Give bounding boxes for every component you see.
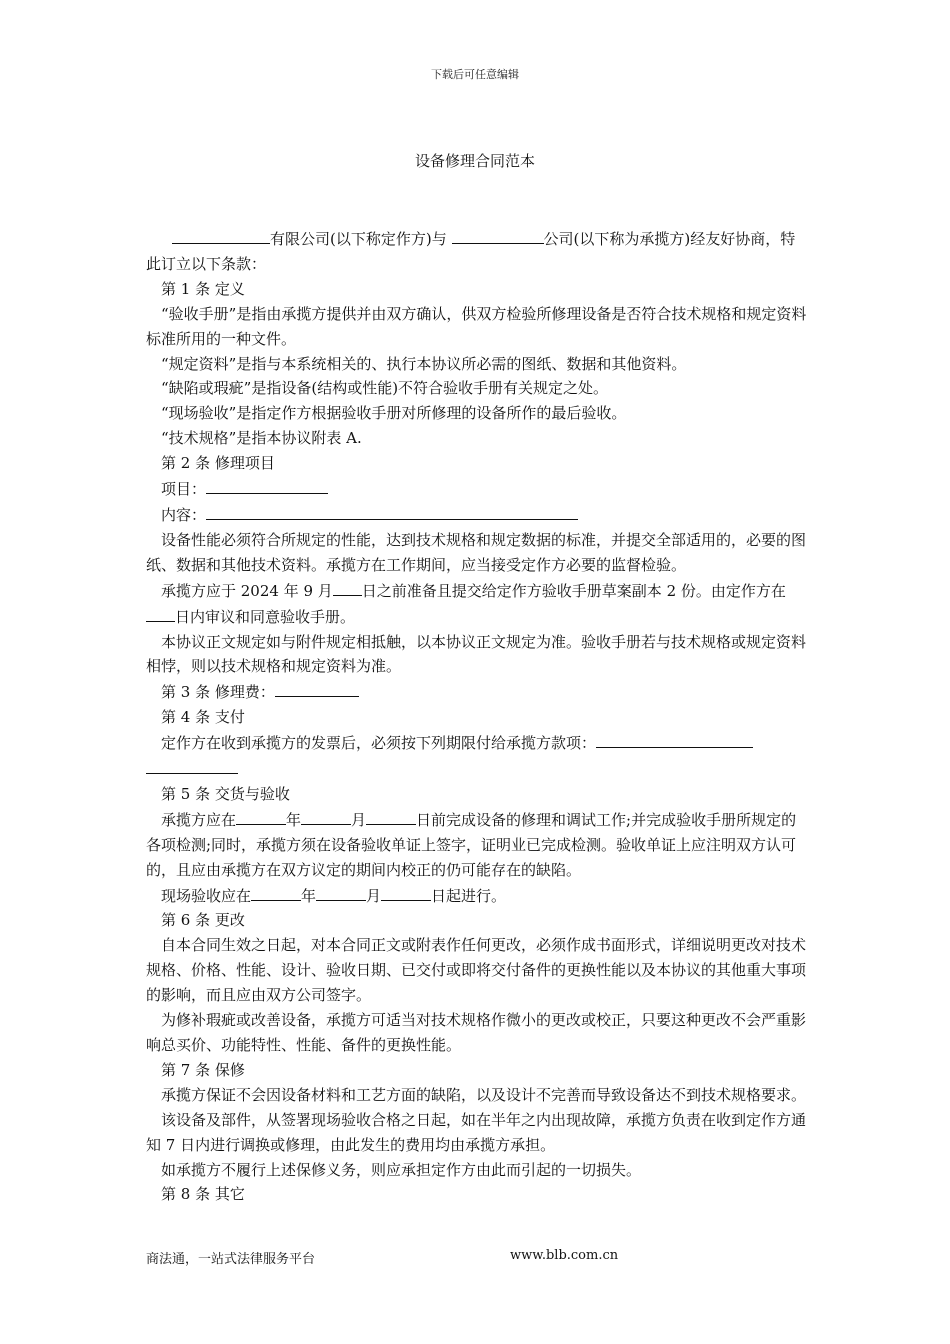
content-label: 内容： — [161, 505, 207, 524]
article-2-para: 本协议正文规定如与附件规定相抵触，以本协议正文规定为准。验收手册若与技术规格或规定资料相悖，则以技术规格和规定资料为准。 — [146, 632, 807, 676]
blank-field — [236, 807, 286, 825]
article-7-para: 如承揽方不履行上述保修义务，则应承担定作方由此而引起的一切损失。 — [161, 1160, 642, 1179]
article-7-heading: 第 7 条 保修 — [161, 1060, 245, 1079]
blank-field — [381, 883, 431, 901]
article-6-heading: 第 6 条 更改 — [161, 911, 245, 930]
blank-line — [146, 756, 810, 782]
text-segment: 日起进行。 — [431, 886, 507, 905]
article-6-para: 为修补瑕疵或改善设备，承揽方可适当对技术规格作微小的更改或校正，只要这种更改不会严重影响总买价、功能特性、性能、备件的更换性能。 — [146, 1011, 807, 1054]
article-1-heading: 第 1 条 定义 — [161, 279, 245, 298]
article-3-label: 第 3 条 修理费： — [161, 683, 275, 702]
blank-field — [301, 807, 351, 825]
document-title: 设备修理合同范本 — [414, 152, 535, 170]
blank-field — [275, 679, 359, 697]
content-line — [146, 502, 810, 528]
intro-text-2: 公司(以下称为承揽方)经友好协商，特此订立以下条款： — [146, 230, 796, 273]
article-4-heading: 第 4 条 支付 — [161, 708, 245, 727]
text-segment: 现场验收应在 — [161, 886, 252, 905]
document-body — [146, 226, 810, 1207]
intro-paragraph — [146, 226, 810, 277]
article-1-para: “现场验收”是指定作方根据验收手册对所修理的设备所作的最后验收。 — [161, 404, 627, 423]
footer-site-name: 商法通，一站式法律服务平台 — [146, 1252, 316, 1267]
intro-text-1: 有限公司(以下称定作方)与 — [270, 230, 447, 248]
blank-field — [172, 226, 270, 244]
blank-field — [596, 730, 753, 748]
blank-field — [452, 226, 544, 244]
item-label: 项目： — [161, 480, 207, 499]
article-1-para: “验收手册”是指由承揽方提供并由双方确认，供双方检验所修理设备是否符合技术规格和规定资料标准所用的一种文件。 — [146, 304, 807, 348]
article-1-para: “缺陷或瑕疵”是指设备(结构或性能)不符合验收手册有关规定之处。 — [161, 379, 609, 398]
article-5-heading: 第 5 条 交货与验收 — [161, 784, 290, 803]
article-1-para: “技术规格”是指本协议附表 A. — [161, 429, 362, 448]
footer-url[interactable]: www.blb.com.cn — [510, 1248, 619, 1263]
text-segment: 年 — [286, 810, 302, 829]
article-1-para: “规定资料”是指与本系统相关的、执行本协议所必需的图纸、数据和其他资料。 — [161, 354, 687, 373]
blank-field — [206, 502, 578, 520]
article-2-para: 设备性能必须符合所规定的性能，达到技术规格和规定数据的标准，并提交全部适用的，必要的图纸、数据和其他技术资料。承揽方在工作期间，应当接受定作方必要的监督检验。 — [146, 530, 807, 574]
blank-field — [146, 756, 238, 774]
article-4-para — [146, 730, 810, 756]
article-8-heading: 第 8 条 其它 — [161, 1185, 245, 1204]
page-header: 下载后可任意编辑 — [431, 68, 519, 81]
text-segment: 定作方在收到承揽方的发票后，必须按下列期限付给承揽方款项： — [161, 734, 597, 753]
text-segment: 月 — [351, 810, 367, 829]
blank-field — [366, 807, 416, 825]
blank-field — [333, 578, 362, 596]
text-segment: 承揽方应在 — [161, 810, 237, 829]
article-6-para: 自本合同生效之日起，对本合同正文或附表作任何更改，必须作成书面形式，详细说明更改对技术规格、价格、性能、设计、验收日期、已交付或即将交付备件的更换性能以及本协议的其他重大事项的影响，而且应由双方公司签字。 — [146, 936, 807, 1005]
article-3-heading — [146, 679, 810, 705]
blank-field — [316, 883, 366, 901]
blank-field — [251, 883, 301, 901]
text-segment: 日内审议和同意验收手册。 — [175, 607, 356, 626]
text-segment: 年 — [301, 886, 317, 905]
item-line — [146, 476, 810, 502]
blank-field — [206, 476, 328, 494]
blank-field — [146, 604, 175, 622]
text-segment: 承揽方应于 2024 年 9 月 — [161, 581, 333, 600]
article-7-para: 承揽方保证不会因设备材料和工艺方面的缺陷，以及设计不完善而导致设备达不到技术规格要求。 — [161, 1085, 807, 1104]
article-5-para — [146, 883, 810, 909]
article-5-para — [146, 807, 810, 883]
text-segment: 日之前准备且提交给定作方验收手册草案副本 2 份。由定作方在 — [361, 581, 786, 600]
article-2-para — [146, 578, 810, 630]
article-7-para: 该设备及部件，从签署现场验收合格之日起，如在半年之内出现故障，承揽方负责在收到定作方通知 7 日内进行调换或修理，由此发生的费用均由承揽方承担。 — [146, 1110, 807, 1154]
text-segment: 月 — [366, 886, 382, 905]
article-2-heading: 第 2 条 修理项目 — [161, 454, 275, 473]
text-segment: 日前完成设备的修理和调试工作;并完成验收手册所规定的各项检测;同时，承揽方须在设备验收单证上签字，证明业已完成检测。验收单证上应注明双方认可的，且应由承揽方在双方议定的期间内校正的仍可能存在的缺陷。 — [146, 810, 797, 879]
